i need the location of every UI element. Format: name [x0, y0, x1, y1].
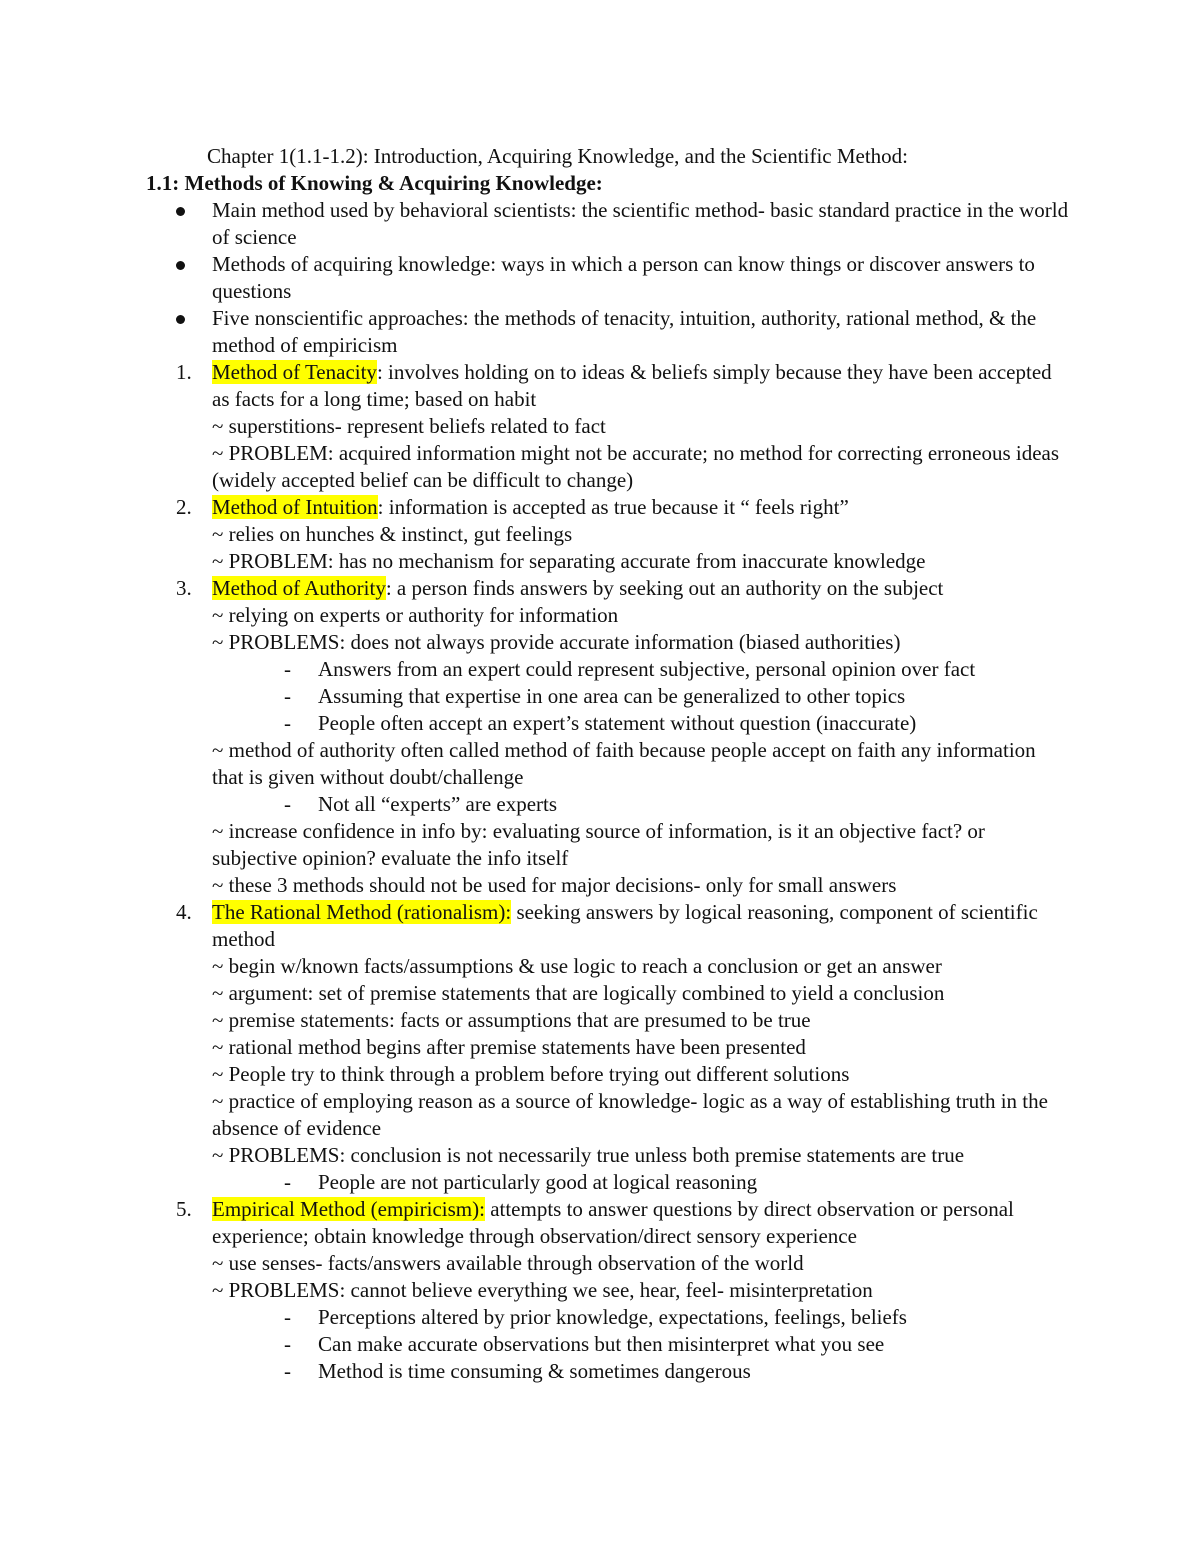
method-definition — [212, 899, 1072, 953]
bullet-text: Five nonscientific approaches: the methods of tenacity, intuition, authority, rational method, & the method of empiricism — [212, 306, 1037, 357]
note-line: ~ PROBLEMS: does not always provide accurate information (biased authorities) — [212, 630, 901, 654]
dash-marker: - — [284, 711, 291, 735]
sub-point — [212, 656, 1072, 683]
sub-point — [212, 683, 1072, 710]
note-line: ~ PROBLEMS: cannot believe everything we see, hear, feel- misinterpretation — [212, 1278, 873, 1302]
method-definition — [212, 359, 1072, 413]
method-item — [176, 575, 1072, 899]
dash-marker: - — [284, 792, 291, 816]
method-item — [176, 359, 1072, 494]
sub-point — [212, 710, 1072, 737]
note-line: ~ superstitions- represent beliefs related to fact — [212, 414, 606, 438]
method-number: 5. — [176, 1197, 192, 1221]
method-name: Method of Tenacity — [212, 360, 377, 384]
method-name: Empirical Method (empiricism): — [212, 1197, 485, 1221]
sub-point-text: People are not particularly good at logical reasoning — [318, 1170, 758, 1194]
sub-point — [212, 1304, 1072, 1331]
method-description: seeking answers by logical reasoning, component of scientific method — [212, 900, 1038, 951]
note-line: ~ PROBLEM: has no mechanism for separating accurate from inaccurate knowledge — [212, 549, 926, 573]
method-name: Method of Intuition — [212, 495, 378, 519]
sub-point-text: Can make accurate observations but then misinterpret what you see — [318, 1332, 885, 1356]
method-number: 3. — [176, 576, 192, 600]
sub-point — [212, 791, 1072, 818]
document-title: Chapter 1(1.1-1.2): Introduction, Acquiring Knowledge, and the Scientific Method: — [207, 144, 909, 168]
method-item — [176, 1196, 1072, 1385]
sub-point — [212, 1358, 1072, 1385]
note-line: ~ premise statements: facts or assumptions that are presumed to be true — [212, 1008, 811, 1032]
sub-point-text: Not all “experts” are experts — [318, 792, 558, 816]
note-line: ~ rational method begins after premise statements have been presented — [212, 1035, 806, 1059]
bullet-dot-icon — [176, 261, 185, 270]
bullet-item — [212, 251, 1072, 305]
sub-point — [212, 1331, 1072, 1358]
method-definition — [212, 575, 1072, 602]
dash-marker: - — [284, 1332, 291, 1356]
note-line: ~ practice of employing reason as a source of knowledge- logic as a way of establishing truth in the absence of evidence — [212, 1089, 1048, 1140]
dash-marker: - — [284, 657, 291, 681]
bullet-text: Main method used by behavioral scientists: the scientific method- basic standard practice in the world of science — [212, 198, 1069, 249]
dash-marker: - — [284, 1359, 291, 1383]
bullet-item — [212, 305, 1072, 359]
bullet-dot-icon — [176, 207, 185, 216]
method-definition — [212, 1196, 1072, 1250]
dash-marker: - — [284, 1170, 291, 1194]
note-line: ~ PROBLEM: acquired information might not be accurate; no method for correcting erroneous ideas (widely accepted belief can be difficult to change) — [212, 441, 1060, 492]
dash-marker: - — [284, 1305, 291, 1329]
method-name: Method of Authority — [212, 576, 386, 600]
bullet-dot-icon — [176, 315, 185, 324]
note-line: ~ argument: set of premise statements that are logically combined to yield a conclusion — [212, 981, 945, 1005]
note-line: ~ relying on experts or authority for information — [212, 603, 619, 627]
method-number: 4. — [176, 900, 192, 924]
bullet-text: Methods of acquiring knowledge: ways in which a person can know things or discover answers to questions — [212, 252, 1035, 303]
note-line: ~ relies on hunches & instinct, gut feelings — [212, 522, 573, 546]
method-description: : involves holding on to ideas & beliefs simply because they have been accepted as facts for a long time; based on habit — [212, 360, 1052, 411]
sub-point-text: Answers from an expert could represent subjective, personal opinion over fact — [318, 657, 976, 681]
method-name: The Rational Method (rationalism): — [212, 900, 512, 924]
method-description: : information is accepted as true because it “ feels right” — [377, 495, 849, 519]
note-line: ~ PROBLEMS: conclusion is not necessarily true unless both premise statements are true — [212, 1143, 965, 1167]
method-item — [176, 899, 1072, 1196]
method-description: : a person finds answers by seeking out an authority on the subject — [385, 576, 944, 600]
method-number: 1. — [176, 360, 192, 384]
note-line: ~ People try to think through a problem before trying out different solutions — [212, 1062, 850, 1086]
note-line: ~ method of authority often called method of faith because people accept on faith any information that is given without doubt/challenge — [212, 738, 1036, 789]
note-line: ~ use senses- facts/answers available through observation of the world — [212, 1251, 804, 1275]
sub-point-text: People often accept an expert’s statement without question (inaccurate) — [318, 711, 917, 735]
sub-point — [212, 1169, 1072, 1196]
method-item — [176, 494, 1072, 575]
notes-content — [176, 197, 1072, 1385]
note-line: ~ increase confidence in info by: evaluating source of information, is it an objective fact? or subjective opinion? evaluate the info itself — [212, 819, 985, 870]
note-line: ~ begin w/known facts/assumptions & use logic to reach a conclusion or get an answer — [212, 954, 942, 978]
dash-marker: - — [284, 684, 291, 708]
sub-point-text: Method is time consuming & sometimes dangerous — [318, 1359, 751, 1383]
section-heading: 1.1: Methods of Knowing & Acquiring Knowledge: — [146, 171, 603, 195]
method-number: 2. — [176, 495, 192, 519]
bullet-item — [212, 197, 1072, 251]
sub-point-text: Assuming that expertise in one area can be generalized to other topics — [318, 684, 906, 708]
method-description: attempts to answer questions by direct observation or personal experience; obtain knowledge through observation/direct sensory experience — [212, 1197, 1014, 1248]
sub-point-text: Perceptions altered by prior knowledge, expectations, feelings, beliefs — [318, 1305, 907, 1329]
method-definition — [212, 494, 1072, 521]
note-line: ~ these 3 methods should not be used for major decisions- only for small answers — [212, 873, 897, 897]
